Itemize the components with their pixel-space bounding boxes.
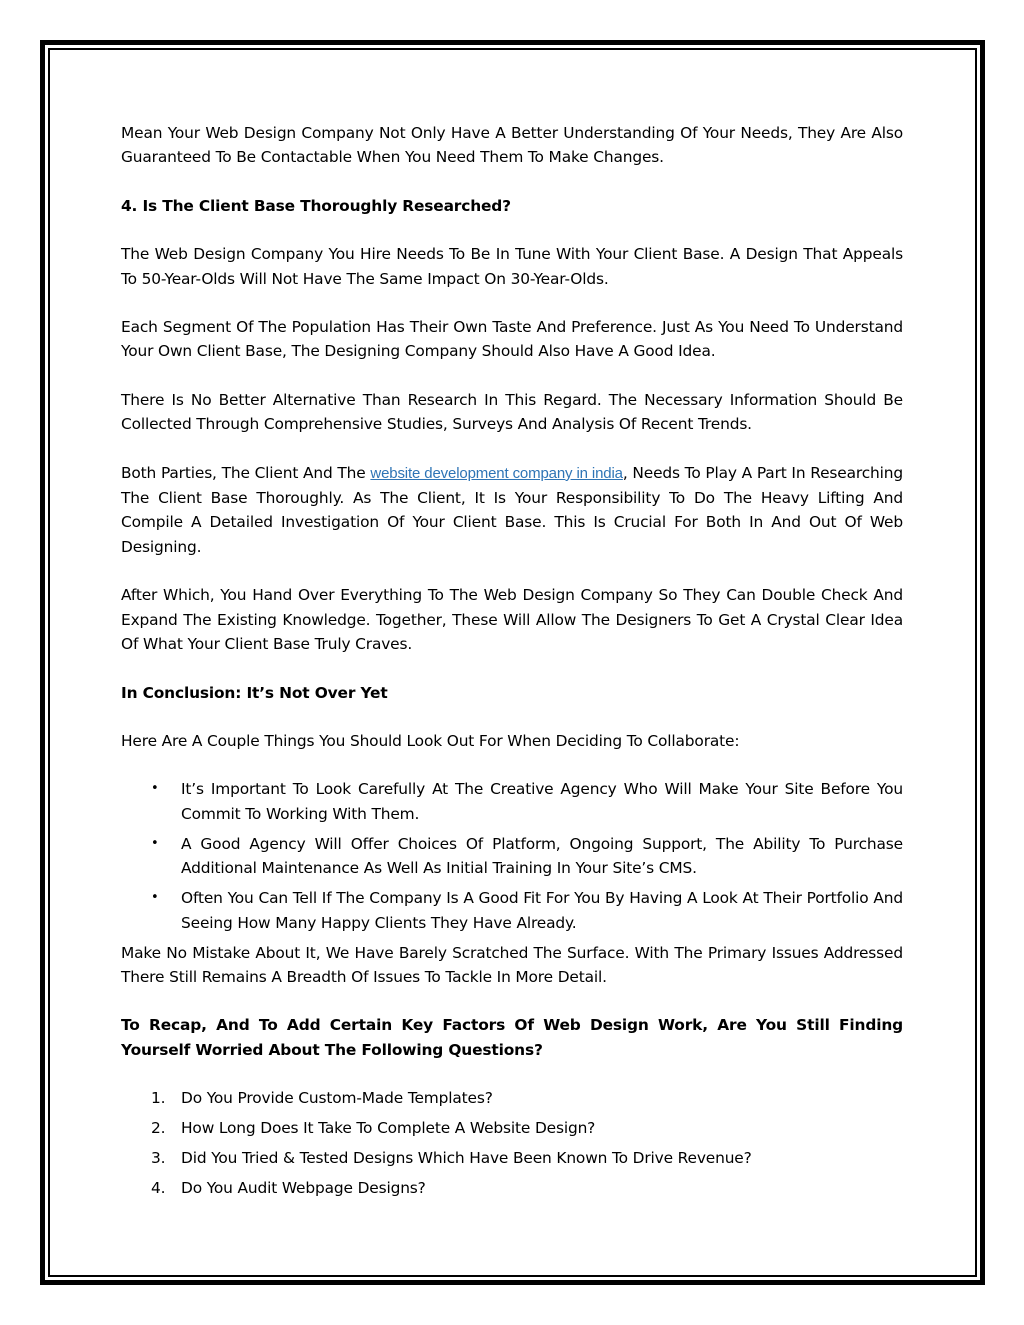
list-item — [121, 1116, 903, 1140]
list-item — [121, 832, 903, 881]
list-item-text: Do You Provide Custom-Made Templates? — [181, 1089, 493, 1108]
list-item-text: Did You Tried & Tested Designs Which Have Been Known To Drive Revenue? — [181, 1149, 752, 1168]
question-list — [121, 1086, 903, 1200]
list-item — [121, 886, 903, 935]
document-body — [121, 121, 903, 1206]
list-number: 4. — [151, 1179, 166, 1198]
section-heading-conclusion: In Conclusion: It’s Not Over Yet — [121, 683, 388, 702]
paragraph-tune-client-base: The Web Design Company You Hire Needs To Be In Tune With Your Client Base. A Design That Appeals To 50-Year-Olds Will Not Have The Same Impact On 30-Year-Olds. — [121, 245, 903, 288]
bullet-list — [121, 777, 903, 935]
list-item — [121, 1176, 903, 1200]
list-item-text: It’s Important To Look Carefully At The Creative Agency Who Will Make Your Site Before You Commit To Working With Them. — [181, 780, 903, 823]
section-heading-client-base: 4. Is The Client Base Thoroughly Researched? — [121, 196, 511, 215]
bullet-icon: • — [151, 890, 159, 906]
section-heading-recap: To Recap, And To Add Certain Key Factors Of Web Design Work, Are You Still Finding Yourself Worried About The Following Questions? — [121, 1016, 903, 1059]
list-item-text: Often You Can Tell If The Company Is A Good Fit For You By Having A Look At Their Portfolio And Seeing How Many Happy Clients They Have Already. — [181, 889, 903, 932]
list-item-text: A Good Agency Will Offer Choices Of Platform, Ongoing Support, The Ability To Purchase Additional Maintenance As Well As Initial Training In Your Site’s CMS. — [181, 834, 903, 878]
list-item — [121, 1086, 903, 1110]
list-number: 2. — [151, 1119, 166, 1138]
paragraph-look-out: Here Are A Couple Things You Should Look Out For When Deciding To Collaborate: — [121, 731, 740, 750]
list-item-text: Do You Audit Webpage Designs? — [181, 1179, 426, 1198]
website-development-link[interactable]: website development company in india — [370, 464, 623, 482]
paragraph-both-parties — [121, 461, 903, 560]
bullet-icon: • — [151, 781, 159, 797]
paragraph-hand-over: After Which, You Hand Over Everything To The Web Design Company So They Can Double Check And Expand The Existing Knowledge. Together, These Will Allow The Designers To Get A Crystal Clear Idea Of What Your Client Base Truly Craves. — [121, 586, 903, 654]
list-number: 1. — [151, 1089, 166, 1108]
paragraph-research: There Is No Better Alternative Than Research In This Regard. The Necessary Information Should Be Collected Through Comprehensive Studies, Surveys And Analysis Of Recent Trends. — [121, 390, 903, 434]
paragraph-no-mistake: Make No Mistake About It, We Have Barely Scratched The Surface. With The Primary Issues Addressed There Still Remains A Breadth Of Issues To Tackle In More Detail. — [121, 943, 903, 986]
list-item — [121, 1146, 903, 1170]
list-number: 3. — [151, 1149, 166, 1168]
list-item-text: How Long Does It Take To Complete A Website Design? — [181, 1119, 596, 1138]
paragraph-intro: Mean Your Web Design Company Not Only Have A Better Understanding Of Your Needs, They Are Also Guaranteed To Be Contactable When You Need Them To Make Changes. — [121, 124, 903, 167]
paragraph-both-parties-start: Both Parties, The Client And The — [121, 463, 371, 482]
paragraph-population-segments: Each Segment Of The Population Has Their Own Taste And Preference. Just As You Need To Understand Your Own Client Base, The Designing Company Should Also Have A Good Idea. — [121, 318, 903, 361]
list-item — [121, 777, 903, 826]
bullet-icon: • — [151, 835, 159, 851]
paragraph-both-parties-end: , Needs To Play A Part In Researching The Client Base Thoroughly. As The Client, It Is Your Responsibility To Do The Heavy Lifting And Compile A Detailed Investigation Of Your Client Base. This Is Crucial For Both In And Out Of Web Designing. — [121, 463, 903, 556]
